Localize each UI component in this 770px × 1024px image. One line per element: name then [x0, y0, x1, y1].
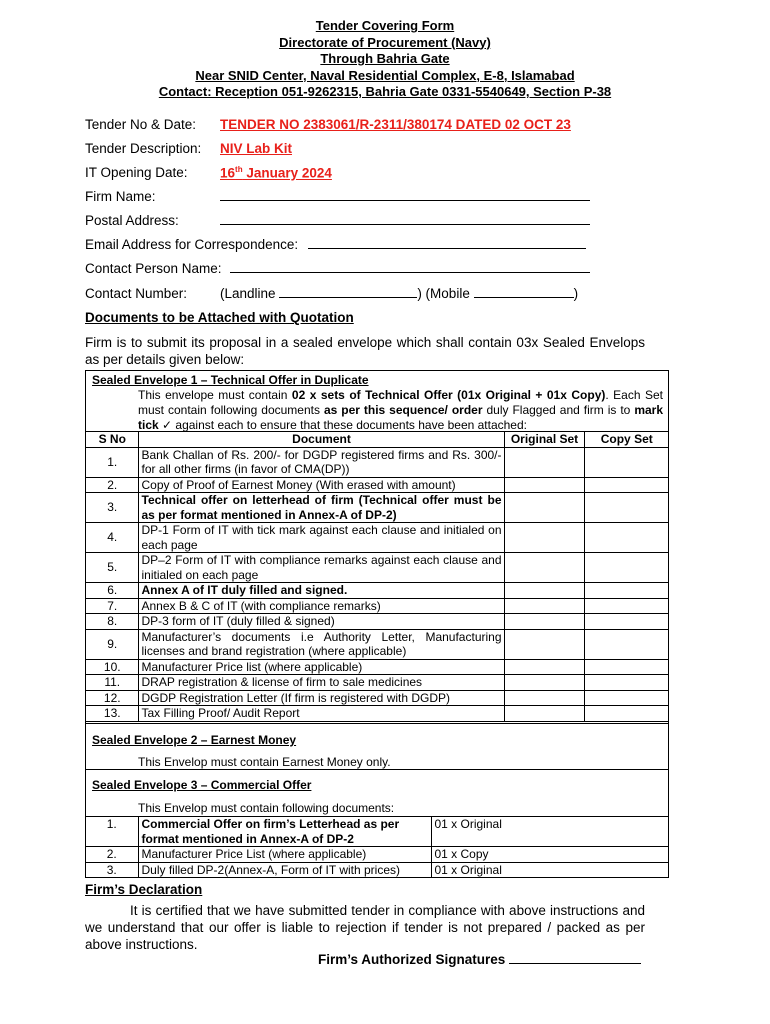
original-set-checkbox[interactable]: [504, 629, 584, 659]
table-row: [86, 614, 668, 630]
opening-day-suffix: th: [235, 165, 243, 174]
row-document: Annex A of IT duly filled and signed.: [138, 583, 504, 599]
copy-set-checkbox[interactable]: [584, 706, 668, 722]
table-row: [86, 690, 668, 706]
documents-title: Documents to be Attached with Quotation: [85, 310, 354, 325]
copy-set-checkbox[interactable]: [584, 675, 668, 691]
table-row: [86, 598, 668, 614]
row-sno: 4.: [86, 523, 138, 553]
signature-blank[interactable]: [509, 952, 641, 964]
envelope1-instructions: This envelope must contain 02 x sets of Technical Offer (01x Original + 01x Copy). Each Set must contain following documents as per this sequence/ order duly Flagged and firm is to mark tick ✓ against each to ensure that these documents have been attached:: [138, 388, 663, 432]
original-set-checkbox[interactable]: [504, 614, 584, 630]
row-document: DP–2 Form of IT with compliance remarks against each clause and initialed on each page: [138, 553, 504, 583]
email-label: Email Address for Correspondence:: [85, 237, 299, 252]
original-set-checkbox[interactable]: [504, 447, 584, 477]
copy-set-checkbox[interactable]: [584, 690, 668, 706]
copy-set-checkbox[interactable]: [584, 629, 668, 659]
row-document: Annex B & C of IT (with compliance remarks): [138, 598, 504, 614]
envelope2-title: Sealed Envelope 2 – Earnest Money: [92, 733, 297, 747]
row-sno: 1.: [86, 447, 138, 477]
row-document: Tax Filling Proof/ Audit Report: [138, 706, 504, 722]
copy-set-checkbox[interactable]: [584, 553, 668, 583]
envelope-divider: [86, 769, 668, 770]
mobile-label: ) (Mobile: [417, 286, 470, 301]
original-set-checkbox[interactable]: [504, 675, 584, 691]
contact-line: Contact: Reception 051-9262315, Bahria Gate 0331-5540649, Section P-38: [158, 84, 612, 99]
declaration-text: It is certified that we have submitted tender in compliance with above instructions and we understand that our offer is liable to rejection if tender is not prepared / packed as per above instructions.: [85, 903, 645, 952]
row-sno: 5.: [86, 553, 138, 583]
original-set-checkbox[interactable]: [504, 477, 584, 493]
row-document: DGDP Registration Letter (If firm is registered with DGDP): [138, 690, 504, 706]
contact-number-blanks: [220, 286, 578, 301]
row-sno: 11.: [86, 675, 138, 691]
row-quantity: 01 x Copy: [431, 847, 668, 863]
form-title: Tender Covering Form: [315, 18, 455, 33]
column-header-document: Document: [138, 432, 504, 448]
row-sno: 10.: [86, 659, 138, 675]
copy-set-checkbox[interactable]: [584, 447, 668, 477]
opening-date-label: IT Opening Date:: [85, 165, 188, 180]
row-quantity: 01 x Original: [431, 862, 668, 877]
table-row: [86, 493, 668, 523]
envelope-divider: [86, 723, 668, 724]
table-row: [86, 817, 668, 847]
original-set-checkbox[interactable]: [504, 706, 584, 722]
copy-set-checkbox[interactable]: [584, 614, 668, 630]
row-quantity: 01 x Original: [431, 817, 668, 847]
row-document: Manufacturer Price list (where applicable): [138, 659, 504, 675]
row-sno: 12.: [86, 690, 138, 706]
table-row: [86, 847, 668, 863]
envelopes-box: [85, 370, 669, 878]
tender-description-label: Tender Description:: [85, 141, 202, 156]
mobile-blank[interactable]: [474, 286, 574, 298]
signature-line: [318, 952, 641, 967]
envelope2-text: This Envelop must contain Earnest Money only.: [138, 755, 391, 769]
copy-set-checkbox[interactable]: [584, 477, 668, 493]
row-sno: 3.: [86, 862, 138, 877]
row-sno: 2.: [86, 847, 138, 863]
close-paren: ): [573, 286, 579, 301]
copy-set-checkbox[interactable]: [584, 659, 668, 675]
original-set-checkbox[interactable]: [504, 598, 584, 614]
original-set-checkbox[interactable]: [504, 690, 584, 706]
signature-label: Firm’s Authorized Signatures: [318, 952, 506, 967]
address-line: Near SNID Center, Naval Residential Complex, E-8, Islamabad: [195, 67, 575, 83]
commercial-documents-table: [86, 816, 668, 877]
technical-documents-table: [86, 431, 668, 722]
form-header: [0, 18, 770, 101]
row-sno: 13.: [86, 706, 138, 722]
table-row: [86, 706, 668, 722]
original-set-checkbox[interactable]: [504, 553, 584, 583]
landline-blank[interactable]: [279, 286, 417, 298]
row-document: Bank Challan of Rs. 200/- for DGDP registered firms and Rs. 300/- for all other firms (in favor of CMA(DP)): [138, 447, 504, 477]
copy-set-checkbox[interactable]: [584, 598, 668, 614]
original-set-checkbox[interactable]: [504, 659, 584, 675]
envelope3-title: Sealed Envelope 3 – Commercial Offer: [92, 778, 312, 792]
original-set-checkbox[interactable]: [504, 583, 584, 599]
row-document: DRAP registration & license of firm to sale medicines: [138, 675, 504, 691]
contact-number-label: Contact Number:: [85, 286, 188, 301]
copy-set-checkbox[interactable]: [584, 493, 668, 523]
documents-intro: Firm is to submit its proposal in a sealed envelope which shall contain 03x Sealed Envelops as per details given below:: [85, 335, 645, 367]
row-sno: 7.: [86, 598, 138, 614]
envelope3-text: This Envelop must contain following documents:: [138, 801, 395, 815]
table-row: [86, 629, 668, 659]
copy-set-checkbox[interactable]: [584, 523, 668, 553]
landline-label: (Landline: [220, 286, 276, 301]
original-set-checkbox[interactable]: [504, 493, 584, 523]
table-row: [86, 583, 668, 599]
postal-address-label: Postal Address:: [85, 213, 179, 228]
tender-no-label: Tender No & Date:: [85, 117, 197, 132]
table-row: [86, 659, 668, 675]
row-document: Duly filled DP-2(Annex-A, Form of IT with prices): [138, 862, 431, 877]
opening-month-year: January 2024: [242, 165, 332, 181]
email-blank[interactable]: [308, 237, 586, 252]
opening-day: 16: [220, 165, 236, 181]
row-document: Technical offer on letterhead of firm (Technical offer must be as per format mentioned in Annex-A of DP-2): [138, 493, 504, 523]
column-header-copy-set: Copy Set: [584, 432, 668, 448]
row-sno: 3.: [86, 493, 138, 523]
row-sno: 1.: [86, 817, 138, 847]
table-row: [86, 523, 668, 553]
table-row: [86, 447, 668, 477]
directorate-line: Directorate of Procurement (Navy): [279, 34, 491, 50]
row-sno: 6.: [86, 583, 138, 599]
tender-no-value: TENDER NO 2383061/R-2311/380174 DATED 02 OCT 23: [220, 117, 571, 132]
declaration-title: Firm’s Declaration: [85, 882, 203, 897]
gate-line: Through Bahria Gate: [320, 51, 450, 66]
table-row: [86, 477, 668, 493]
column-header-sno: S No: [86, 432, 138, 448]
postal-address-blank[interactable]: [220, 213, 590, 228]
row-document: DP-3 form of IT (duly filled & signed): [138, 614, 504, 630]
row-sno: 8.: [86, 614, 138, 630]
firm-name-blank[interactable]: [220, 189, 590, 204]
row-document: Commercial Offer on firm’s Letterhead as per format mentioned in Annex-A of DP-2: [138, 817, 431, 847]
original-set-checkbox[interactable]: [504, 523, 584, 553]
contact-person-blank[interactable]: [230, 261, 590, 276]
opening-date-value: [220, 165, 332, 181]
contact-person-label: Contact Person Name:: [85, 261, 222, 276]
envelope1-title: Sealed Envelope 1 – Technical Offer in Duplicate: [92, 373, 369, 387]
firm-name-label: Firm Name:: [85, 189, 156, 204]
row-document: DP-1 Form of IT with tick mark against each clause and initialed on each page: [138, 523, 504, 553]
column-header-original-set: Original Set: [504, 432, 584, 448]
row-document: Manufacturer Price List (where applicable): [138, 847, 431, 863]
row-sno: 2.: [86, 477, 138, 493]
table-row: [86, 553, 668, 583]
table-row: [86, 675, 668, 691]
row-sno: 9.: [86, 629, 138, 659]
row-document: Copy of Proof of Earnest Money (With erased with amount): [138, 477, 504, 493]
tender-description-value: NIV Lab Kit: [220, 141, 293, 156]
table-row: [86, 862, 668, 877]
copy-set-checkbox[interactable]: [584, 583, 668, 599]
row-document: Manufacturer’s documents i.e Authority Letter, Manufacturing licenses and brand registration (where applicable): [138, 629, 504, 659]
